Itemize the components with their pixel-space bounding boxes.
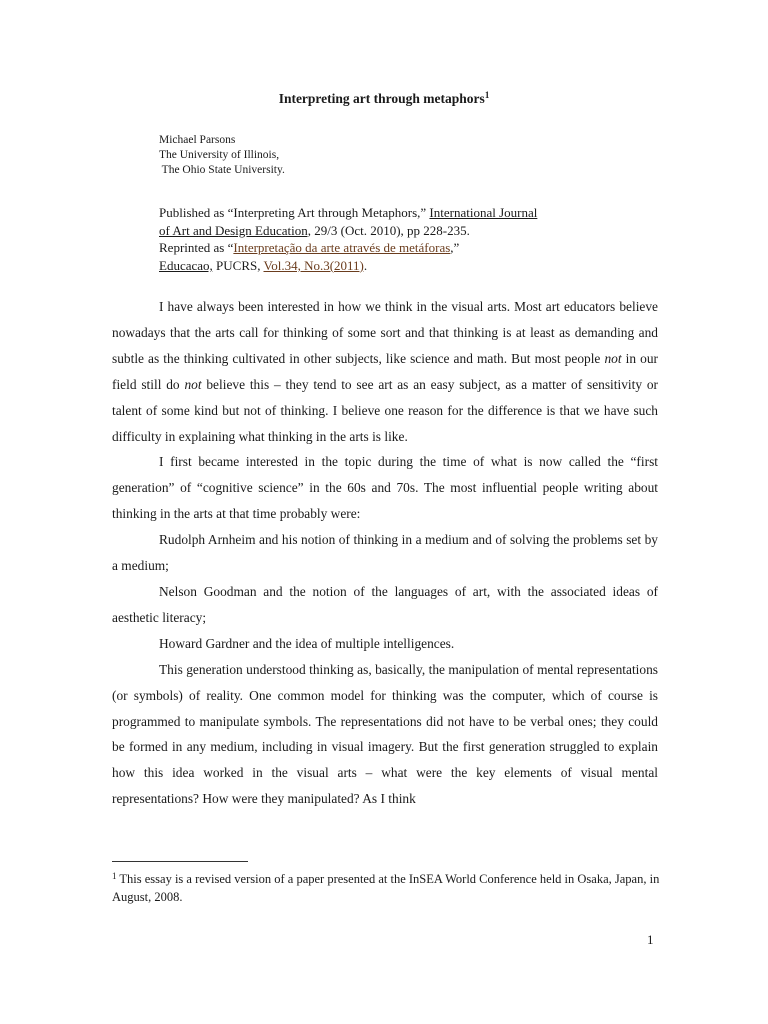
- publication-line-1: [159, 204, 537, 222]
- author-affiliation-2: The Ohio State University.: [159, 164, 285, 176]
- paragraph-5: Howard Gardner and the idea of multiple intelligences.: [159, 635, 455, 651]
- paragraph-3: Rudolph Arnheim and his notion of thinking in a medium and of solving the problems set by a medium;: [112, 532, 658, 574]
- reprint-journal-name: Educacao,: [159, 257, 213, 273]
- publication-line-4: [159, 257, 537, 275]
- paragraph-1: [112, 294, 658, 449]
- paragraph-4: Nelson Goodman and the notion of the languages of art, with the associated ideas of aesthetic literacy;: [112, 583, 658, 625]
- published-as-text: Published as “Interpreting Art through Metaphors,”: [159, 205, 430, 220]
- paragraph-1-emphasis-2: not: [184, 376, 202, 392]
- body-text: [112, 294, 658, 812]
- reprinted-as-text: Reprinted as “: [159, 240, 234, 256]
- author-affiliation-1: The University of Illinois,: [159, 149, 280, 161]
- reprint-publisher: PUCRS,: [212, 257, 264, 273]
- journal-issue-text: 29/3 (Oct. 2010), pp 228-235.: [311, 222, 470, 238]
- paragraph-2: I first became interested in the topic during the time of what is now called the “first generation” of “cognitive science” in the 60s and 70s. The most influential people writing about thinking in the arts at that time probably were:: [112, 454, 658, 522]
- document-title: [0, 90, 768, 107]
- reprint-volume-link[interactable]: Vol.34, No.3(2011): [263, 257, 364, 273]
- title-footnote-marker[interactable]: 1: [484, 90, 490, 100]
- journal-title-part-1: International Journal: [429, 205, 538, 220]
- footnote-divider: [112, 861, 248, 862]
- author-name: Michael Parsons: [159, 134, 236, 146]
- paragraph-1-emphasis-1: not: [604, 350, 622, 366]
- page-number: 1: [647, 932, 654, 947]
- footnote-text: This essay is a revised version of a paper presented at the InSEA World Conference held in Osaka, Japan, in August, 2008.: [112, 872, 660, 904]
- reprint-title-link[interactable]: Interpretação da arte através de metáforas: [233, 240, 451, 256]
- publication-info: [159, 204, 537, 274]
- paragraph-1-part-a: I have always been interested in how we think in the visual arts. Most art educators believe nowadays that the arts call for thinking of some sort and that thinking is at least as demanding and subtle as the thinking cultivated in other subjects, like science and math. But most people: [112, 299, 658, 366]
- title-text: Interpreting art through metaphors: [278, 91, 485, 106]
- paragraph-1-part-b: in our field still do: [112, 350, 658, 392]
- paragraph-1-part-c: believe this – they tend to see art as an easy subject, as a matter of sensitivity or talent of some kind but not of thinking. I believe one reason for the difference is that we have such difficulty in explaining what thinking in the arts is like.: [112, 376, 658, 444]
- journal-title-part-2: of Art and Design Education,: [159, 222, 311, 238]
- publication-line-2: [159, 222, 537, 240]
- reprint-title-suffix: ,”: [450, 240, 460, 256]
- footnote-marker: 1: [112, 871, 117, 881]
- paragraph-6: This generation understood thinking as, basically, the manipulation of mental representations (or symbols) of reality. One common model for thinking was the computer, which of course is programmed to manipulate symbols. The representations did not have to be verbal ones; they could be formed in any medium, including in visual imagery. But the first generation struggled to explain how this idea worked in the visual arts – what were the key elements of visual mental representations? How were they manipulated? As I think: [112, 661, 658, 807]
- publication-line-3: [159, 239, 537, 257]
- footnote: [112, 867, 672, 906]
- reprint-suffix: .: [363, 257, 368, 273]
- author-block: [159, 133, 285, 178]
